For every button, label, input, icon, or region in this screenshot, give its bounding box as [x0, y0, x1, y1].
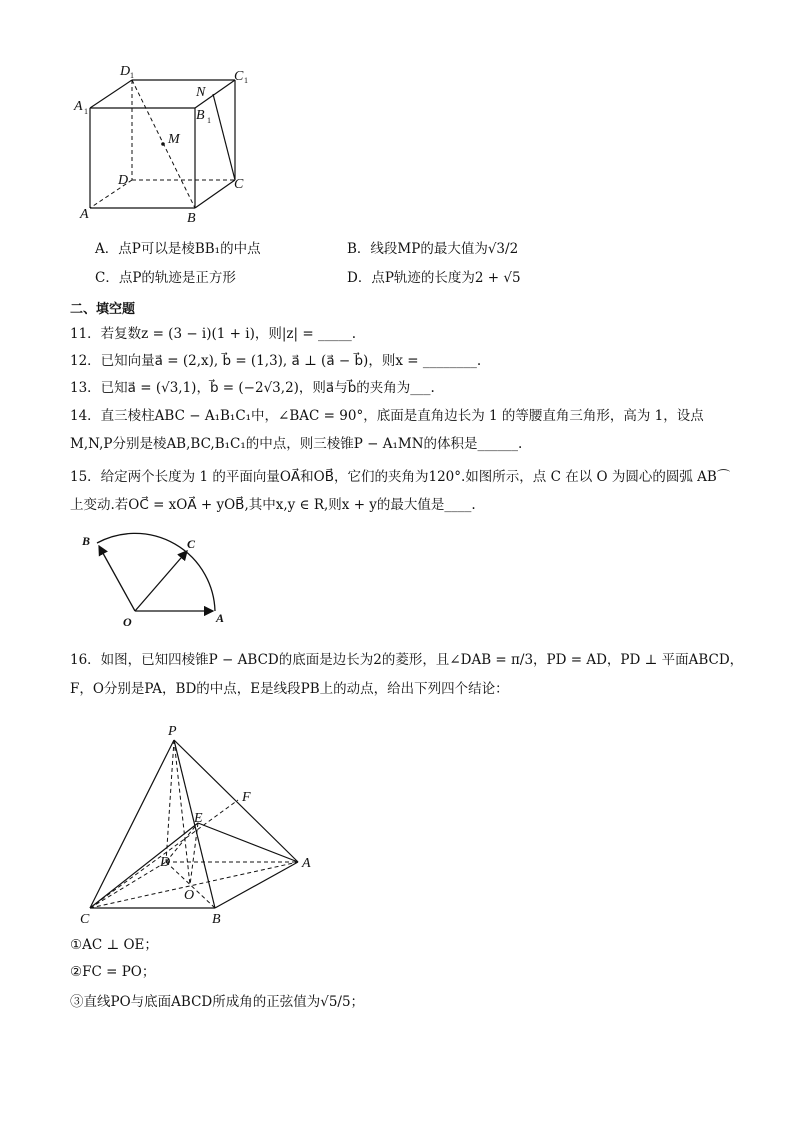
conclusion-1: ①AC ⊥ OE；	[70, 937, 158, 953]
label-b1-sub: 1	[207, 116, 211, 125]
label-p: P	[168, 724, 177, 739]
question-15-line2: 上变动.若OC⃗ = xOA⃗ + yOB⃗,其中x,y ∈ R,则x + y的最大值是____.	[70, 497, 476, 513]
label-o: O	[123, 615, 132, 629]
question-12: 12．已知向量a⃗ = (2,x), b⃗ = (1,3), a⃗ ⊥ (a⃗ − b⃗)，则x = ________.	[70, 353, 482, 369]
label-b1: B	[196, 108, 205, 123]
label-a: A	[80, 207, 89, 222]
label-e: E	[194, 811, 203, 826]
label-n: N	[196, 85, 206, 100]
option-c: C．点P的轨迹是正方形	[95, 270, 236, 286]
arc-vector-figure	[75, 530, 255, 630]
label-b: B	[82, 534, 91, 548]
question-14-line2: M,N,P分别是棱AB,BC,B₁C₁的中点，则三棱锥P − A₁MN的体积是______.	[70, 436, 523, 452]
conclusion-3: ③直线PO与底面ABCD所成角的正弦值为√5/5；	[70, 994, 365, 1010]
label-b: B	[212, 912, 221, 927]
label-d: D	[160, 855, 171, 870]
label-d1-sub: 1	[130, 71, 134, 80]
option-a: A．点P可以是棱BB₁的中点	[95, 241, 261, 257]
pyramid-figure	[70, 715, 330, 930]
label-a1-sub: 1	[84, 107, 88, 116]
label-c: C	[187, 537, 196, 551]
option-d: D．点P轨迹的长度为2 + √5	[347, 270, 521, 286]
label-d1: D	[120, 64, 131, 79]
label-a1: A	[74, 99, 83, 114]
question-13: 13．已知a⃗ = (√3,1)，b⃗ = (−2√3,2)，则a⃗与b⃗的夹角为___.	[70, 380, 435, 396]
label-b: B	[187, 211, 196, 226]
label-a: A	[216, 611, 225, 625]
question-15-line1: 15．给定两个长度为 1 的平面向量OA⃗和OB⃗，它们的夹角为120°.如图所示，点 C 在以 O 为圆心的圆弧 AB⌒	[70, 469, 731, 485]
cube-figure	[70, 58, 270, 233]
question-11: 11．若复数z = (3 − i)(1 + i)，则|z| = _____.	[70, 326, 356, 342]
question-16-line2: F，O分别是PA，BD的中点，E是线段PB上的动点，给出下列四个结论：	[70, 681, 509, 697]
label-c: C	[234, 177, 244, 192]
question-14-line1: 14．直三棱柱ABC − A₁B₁C₁中，∠BAC = 90°，底面是直角边长为 1 的等腰直角三角形，高为 1，设点	[70, 408, 704, 424]
option-b: B．线段MP的最大值为√3/2	[347, 241, 519, 257]
label-f: F	[242, 790, 251, 805]
label-d: D	[118, 173, 129, 188]
conclusion-2: ②FC = PO；	[70, 964, 156, 980]
label-c1: C	[234, 69, 244, 84]
label-a: A	[302, 856, 311, 871]
label-o: O	[184, 888, 195, 903]
section-heading: 二、填空题	[70, 302, 136, 317]
label-m: M	[168, 132, 180, 147]
question-16-line1: 16．如图，已知四棱锥P − ABCD的底面是边长为2的菱形，且∠DAB = π/3，PD = AD，PD ⊥ 平面ABCD，	[70, 652, 744, 668]
label-c1-sub: 1	[244, 76, 248, 85]
label-c: C	[80, 912, 90, 927]
